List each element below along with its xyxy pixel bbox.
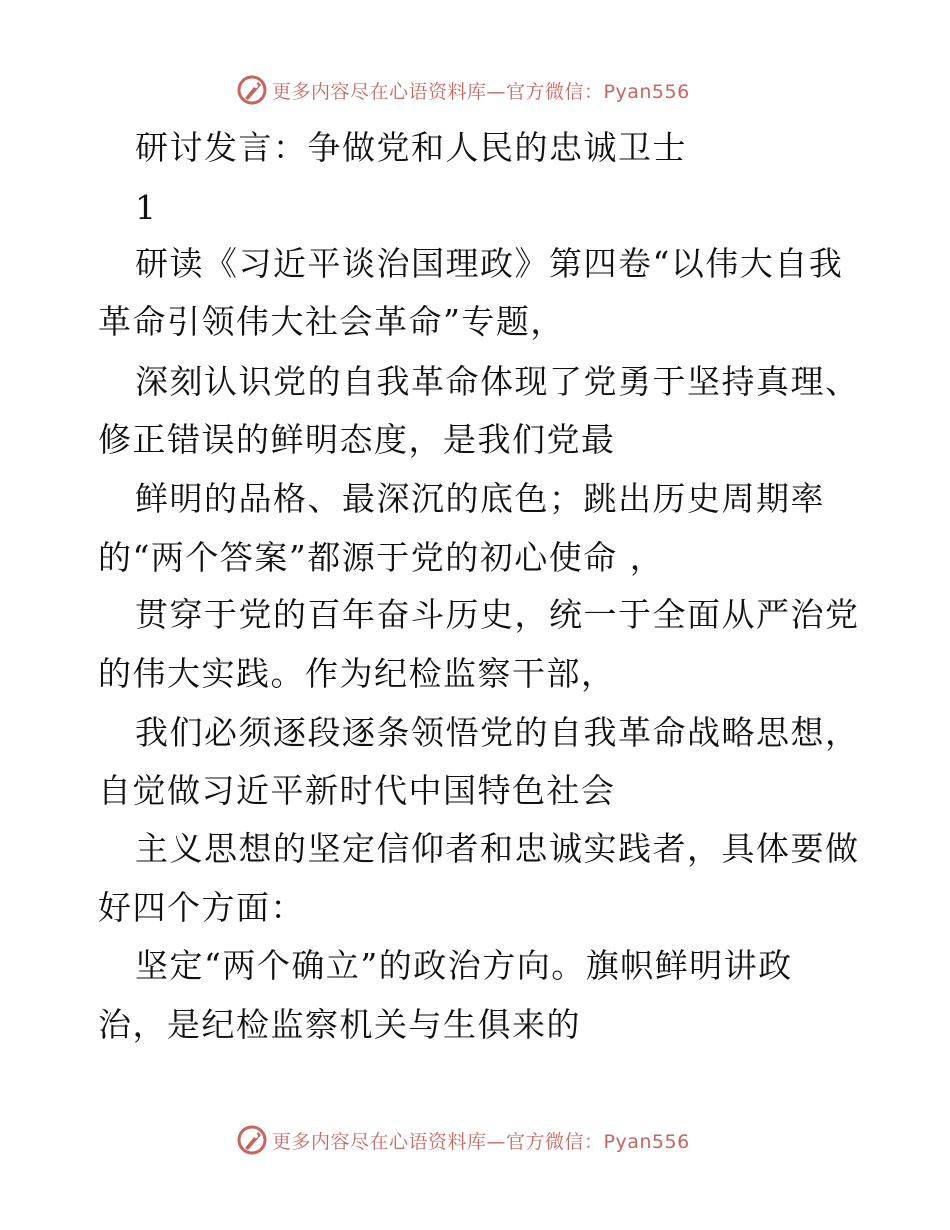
paragraph-line: 研读《习近平谈治国理政》第四卷“以伟大自我 [135,244,844,283]
paragraph-line: 好四个方面： [98,888,305,927]
header-watermark [236,72,690,108]
page-number: 1 [135,188,158,227]
paragraph-line: 革命引领伟大社会革命”专题， [98,302,565,341]
paragraph-line: 鲜明的品格、最深沉的底色；跳出历史周期率 [135,479,825,518]
document-title: 研讨发言：争做党和人民的忠诚卫士 [135,128,687,167]
paragraph-line: 我们必须逐段逐条领悟党的自我革命战略思想， [135,713,860,752]
paragraph-line: 贯穿于党的百年奋斗历史，统一于全面从严治党 [135,595,860,634]
paragraph-line: 主义思想的坚定信仰者和忠诚实践者，具体要做 [135,829,860,868]
paragraph-line: 治，是纪检监察机关与生俱来的 [98,1005,581,1044]
paragraph-line: 坚定“两个确立”的政治方向。旗帜鲜明讲政 [135,946,793,985]
paragraph-line: 自觉做习近平新时代中国特色社会 [98,771,616,810]
paragraph-line: 的“两个答案”都源于党的初心使命 ， [98,538,665,577]
pen-nib-logo-icon [236,1124,268,1156]
watermark-text: 更多内容尽在心语资料库—官方微信：Pyan556 [272,80,690,103]
paragraph-line: 修正错误的鲜明态度，是我们党最 [98,420,616,459]
paragraph-line: 的伟大实践。作为纪检监察干部， [98,654,616,693]
pen-nib-logo-icon [236,74,268,106]
paragraph-line: 深刻认识党的自我革命体现了党勇于坚持真理、 [135,362,860,401]
watermark-text: 更多内容尽在心语资料库—官方微信：Pyan556 [272,1130,690,1153]
footer-watermark [236,1122,690,1158]
